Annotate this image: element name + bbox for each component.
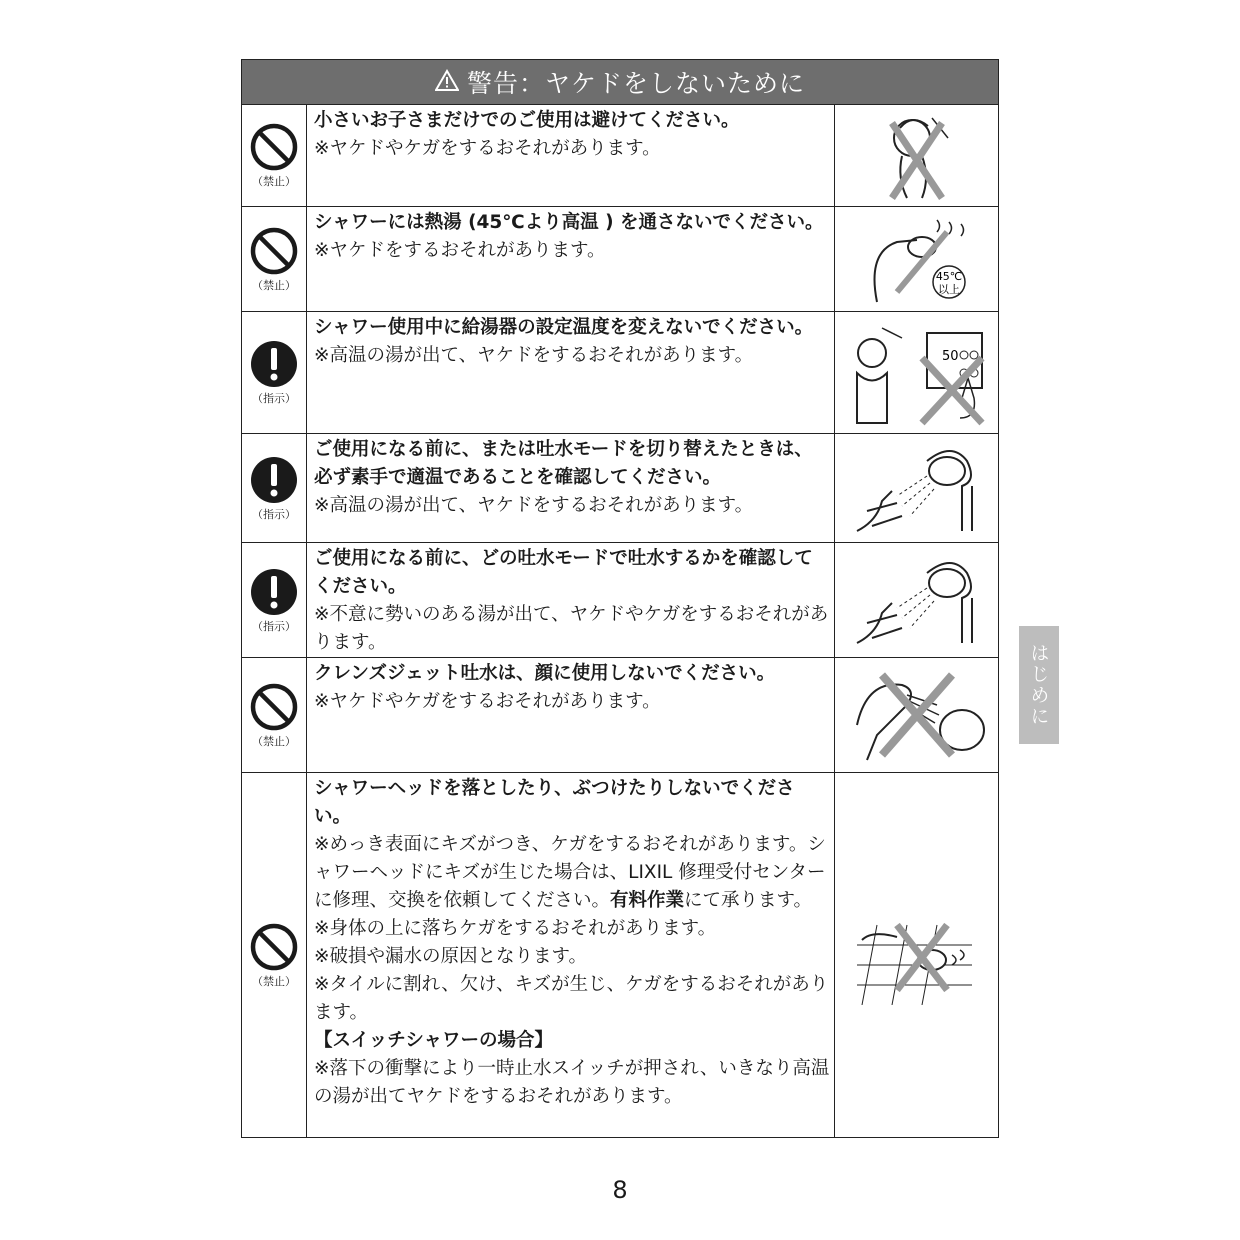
warning-main: シャワーヘッドを落としたり、ぶつけたりしないでください。 [314,778,795,827]
warning-note: ※高温の湯が出て、ヤケドをするおそれがあります。 [314,345,754,366]
prohibit-icon [249,682,299,732]
warning-text [307,658,835,772]
instruct-symbol [242,312,307,433]
warning-main: ご使用になる前に、どの吐水モードで吐水するかを確認してください。 [314,548,813,597]
exclamation-icon [249,567,299,617]
exclamation-icon [249,455,299,505]
prohibit-icon [249,226,299,276]
face-jet-illustration [835,658,998,772]
warning-row [242,312,998,434]
section-tab: はじめに [1019,626,1059,744]
symbol-caption: （指示） [252,507,296,521]
prohibit-symbol [242,105,307,206]
warning-text [307,543,835,657]
temp-label: 45℃ [935,269,962,283]
warning-row [242,105,998,207]
prohibit-symbol [242,773,307,1137]
warning-note: ※ヤケドをするおそれがあります。 [314,240,606,261]
mode-check-illustration [835,543,998,657]
dropped-head-illustration [835,773,998,1137]
hot-water-illustration [835,207,998,311]
warning-main: ご使用になる前に、または吐水モードを切り替えたときは、必ず素手で適温であることを確認してください。 [314,439,813,488]
warning-text [307,207,835,311]
warning-text [307,434,835,542]
warning-note: ※不意に勢いのある湯が出て、ヤケドやケガをするおそれがあります。 [314,604,829,653]
symbol-caption: （禁止） [252,278,296,292]
warning-note: ※落下の衝撃により一時止水スイッチが押され、いきなり高温の湯が出てヤケドをするおそれがあります。 [314,1058,830,1107]
warning-row [242,207,998,312]
warning-main: シャワーには熱湯 (45℃より高温 ) を通さないでください。 [314,212,824,233]
warning-main: シャワー使用中に給湯器の設定温度を変えないでください。 [314,317,814,338]
symbol-caption: （指示） [252,392,296,405]
child-shower-illustration [835,105,998,206]
prohibit-icon [249,922,299,972]
symbol-caption: （禁止） [252,974,296,988]
warning-title: 警告：ヤケドをしないために [466,69,805,98]
temp-label-sub: 以上 [937,282,960,296]
water-heater-illustration [835,312,998,433]
warning-text [307,312,835,433]
symbol-caption: （禁止） [252,734,296,748]
prohibit-icon [249,122,299,172]
warning-table [241,59,999,1138]
warning-text [307,773,835,1137]
exclamation-icon [249,339,299,389]
warning-main: クレンズジェット吐水は、顔に使用しないでください。 [314,663,776,684]
instruct-symbol [242,434,307,542]
warning-row [242,658,998,773]
warning-main: 小さいお子さまだけでのご使用は避けてください。 [314,110,740,131]
warning-note: ※タイルに割れ、欠け、キズが生じ、ケガをするおそれがあります。 [314,974,829,1023]
prohibit-symbol [242,658,307,772]
warning-header [242,60,998,105]
warning-note: ※身体の上に落ちケガをするおそれがあります。 [314,918,717,939]
warning-note: ※ヤケドやケガをするおそれがあります。 [314,691,661,712]
symbol-caption: （禁止） [252,175,296,188]
hand-check-illustration [835,434,998,542]
temp-display: 50 [941,348,959,364]
warning-note: ※めっき表面にキズがつき、ケガをするおそれがあります。シャワーヘッドにキズが生じた場合は、LIXIL 修理受付センターに修理、交換を依頼してください。有料作業にて承ります。 [314,834,826,911]
warning-row [242,434,998,543]
warning-note: ※破損や漏水の原因となります。 [314,946,588,967]
warning-row [242,543,998,658]
symbol-caption: （指示） [252,619,296,633]
warning-triangle-icon [435,68,459,97]
warning-note: ※ヤケドやケガをするおそれがあります。 [314,138,661,159]
page-number: 8 [612,1176,628,1204]
instruct-symbol [242,543,307,657]
warning-row [242,773,998,1137]
switch-shower-heading: 【スイッチシャワーの場合】 [314,1030,554,1051]
warning-note: ※高温の湯が出て、ヤケドをするおそれがあります。 [314,495,754,516]
prohibit-symbol [242,207,307,311]
warning-text [307,105,835,206]
